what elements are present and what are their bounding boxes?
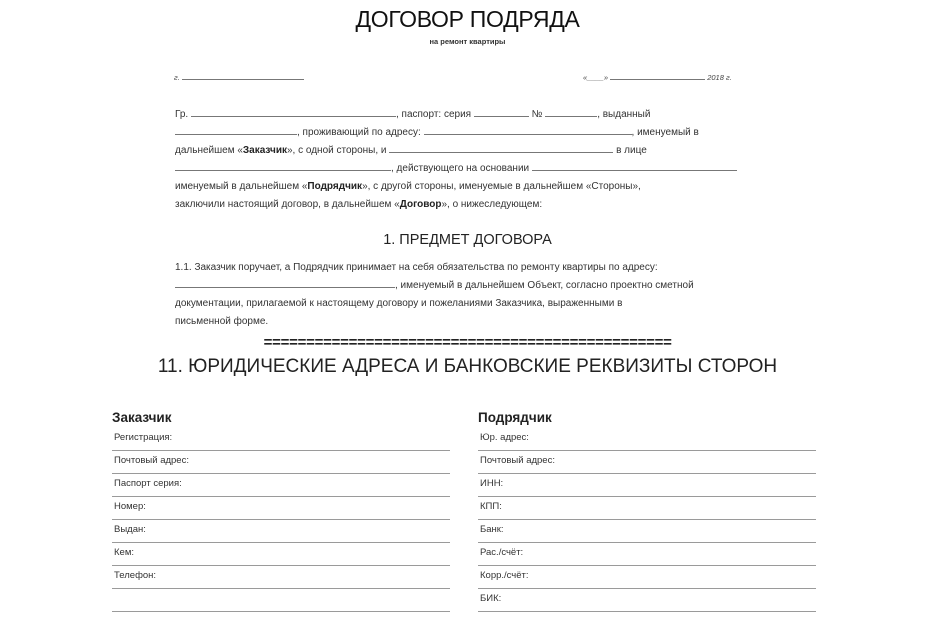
preamble-text: », с другой стороны, именуемые в дальнейшем «Стороны», <box>362 181 641 192</box>
blank-passport-number <box>545 107 597 117</box>
customer-number-field[interactable] <box>112 497 450 520</box>
page-break-separator: ================================================ <box>263 335 672 352</box>
document-title: ДОГОВОР ПОДРЯДА <box>355 6 580 32</box>
blank-contractor <box>389 143 613 153</box>
customer-phone-field[interactable] <box>112 566 450 589</box>
field-label: Юр. адрес: <box>480 432 529 443</box>
section-1-line-1: 1.1. Заказчик поручает, а Подрядчик принимает на себя обязательства по ремонту квартиры по адресу: <box>175 262 658 273</box>
preamble-line-2 <box>175 124 699 142</box>
customer-issued-field[interactable] <box>112 520 450 543</box>
preamble-text: , именуемый в <box>631 127 699 138</box>
customer-extra-field[interactable] <box>112 589 450 612</box>
term-contractor: Подрядчик <box>307 181 363 192</box>
preamble-text: », с одной стороны, и <box>286 145 387 156</box>
section-1-line-4: письменной форме. <box>175 316 269 327</box>
field-label: Выдан: <box>114 524 146 535</box>
field-label: Телефон: <box>114 570 157 581</box>
blank-passport-series <box>474 107 529 117</box>
blank-basis <box>532 161 737 171</box>
date-blank <box>610 70 705 80</box>
field-label: ИНН: <box>480 478 504 489</box>
preamble-line-1 <box>175 106 650 124</box>
field-label: Корр./счёт: <box>480 570 529 581</box>
preamble-line-6 <box>175 196 542 214</box>
contractor-kpp-field[interactable] <box>478 497 816 520</box>
preamble-text: , паспорт: серия <box>395 109 472 120</box>
contractor-postal-address-field[interactable] <box>478 451 816 474</box>
section-1-heading: 1. ПРЕДМЕТ ДОГОВОРА <box>383 232 552 248</box>
date-day: «____» <box>583 73 609 82</box>
contractor-heading: Подрядчик <box>478 410 552 425</box>
preamble-text: Гр. <box>175 109 189 120</box>
blank-issued-by <box>175 125 297 135</box>
contractor-corr-account-field[interactable] <box>478 566 816 589</box>
blank-name <box>191 107 396 117</box>
city-blank <box>182 70 304 80</box>
field-label: КПП: <box>480 501 502 512</box>
preamble-text: № <box>531 109 543 120</box>
preamble-line-5 <box>175 178 641 196</box>
field-label: Банк: <box>480 524 504 535</box>
preamble-text: , выданный <box>597 109 651 120</box>
preamble-text: заключили настоящий договор, в дальнейшем « <box>175 199 400 210</box>
preamble-text: именуемый в дальнейшем « <box>175 181 308 192</box>
date-year: 2018 г. <box>707 73 732 82</box>
preamble-text: дальнейшем « <box>175 145 243 156</box>
customer-passport-series-field[interactable] <box>112 474 450 497</box>
preamble-text: , действующего на основании <box>391 163 530 174</box>
field-label: Рас./счёт: <box>480 547 524 558</box>
preamble-text: , проживающий по адресу: <box>297 127 421 138</box>
section-11-heading: 11. ЮРИДИЧЕСКИЕ АДРЕСА И БАНКОВСКИЕ РЕКВИЗИТЫ СТОРОН <box>157 356 778 377</box>
field-label: Паспорт серия: <box>114 478 182 489</box>
document-subtitle: на ремонт квартиры <box>429 37 506 46</box>
field-label: Почтовый адрес: <box>480 455 555 466</box>
blank-representative <box>175 161 391 171</box>
section-1-text: , именуемый в дальнейшем Объект, согласно проектно сметной <box>395 280 694 291</box>
field-label: БИК: <box>480 593 502 604</box>
date-line <box>583 70 732 82</box>
customer-heading: Заказчик <box>112 410 172 425</box>
field-label: Кем: <box>114 547 134 558</box>
contractor-legal-address-field[interactable] <box>478 428 816 451</box>
customer-issued-by-field[interactable] <box>112 543 450 566</box>
field-label: Регистрация: <box>114 432 173 443</box>
section-1-line-3: документации, прилагаемой к настоящему договору и пожеланиями Заказчика, выраженными в <box>175 298 623 309</box>
blank-object-address <box>175 278 395 288</box>
preamble-text: », о нижеследующем: <box>441 199 543 210</box>
field-label: Почтовый адрес: <box>114 455 189 466</box>
contractor-inn-field[interactable] <box>478 474 816 497</box>
field-label: Номер: <box>114 501 146 512</box>
contractor-bank-field[interactable] <box>478 520 816 543</box>
section-1-line-2 <box>175 277 694 295</box>
contractor-account-field[interactable] <box>478 543 816 566</box>
preamble-text: в лице <box>616 145 647 156</box>
city-prefix: г. <box>174 73 180 82</box>
blank-address <box>424 125 632 135</box>
contractor-bik-field[interactable] <box>478 589 816 612</box>
term-customer: Заказчик <box>242 145 287 156</box>
preamble-line-3 <box>175 142 647 160</box>
customer-registration-field[interactable] <box>112 428 450 451</box>
customer-postal-address-field[interactable] <box>112 451 450 474</box>
city-line <box>174 70 304 82</box>
term-contract: Договор <box>399 199 442 210</box>
preamble-line-4 <box>175 160 737 178</box>
